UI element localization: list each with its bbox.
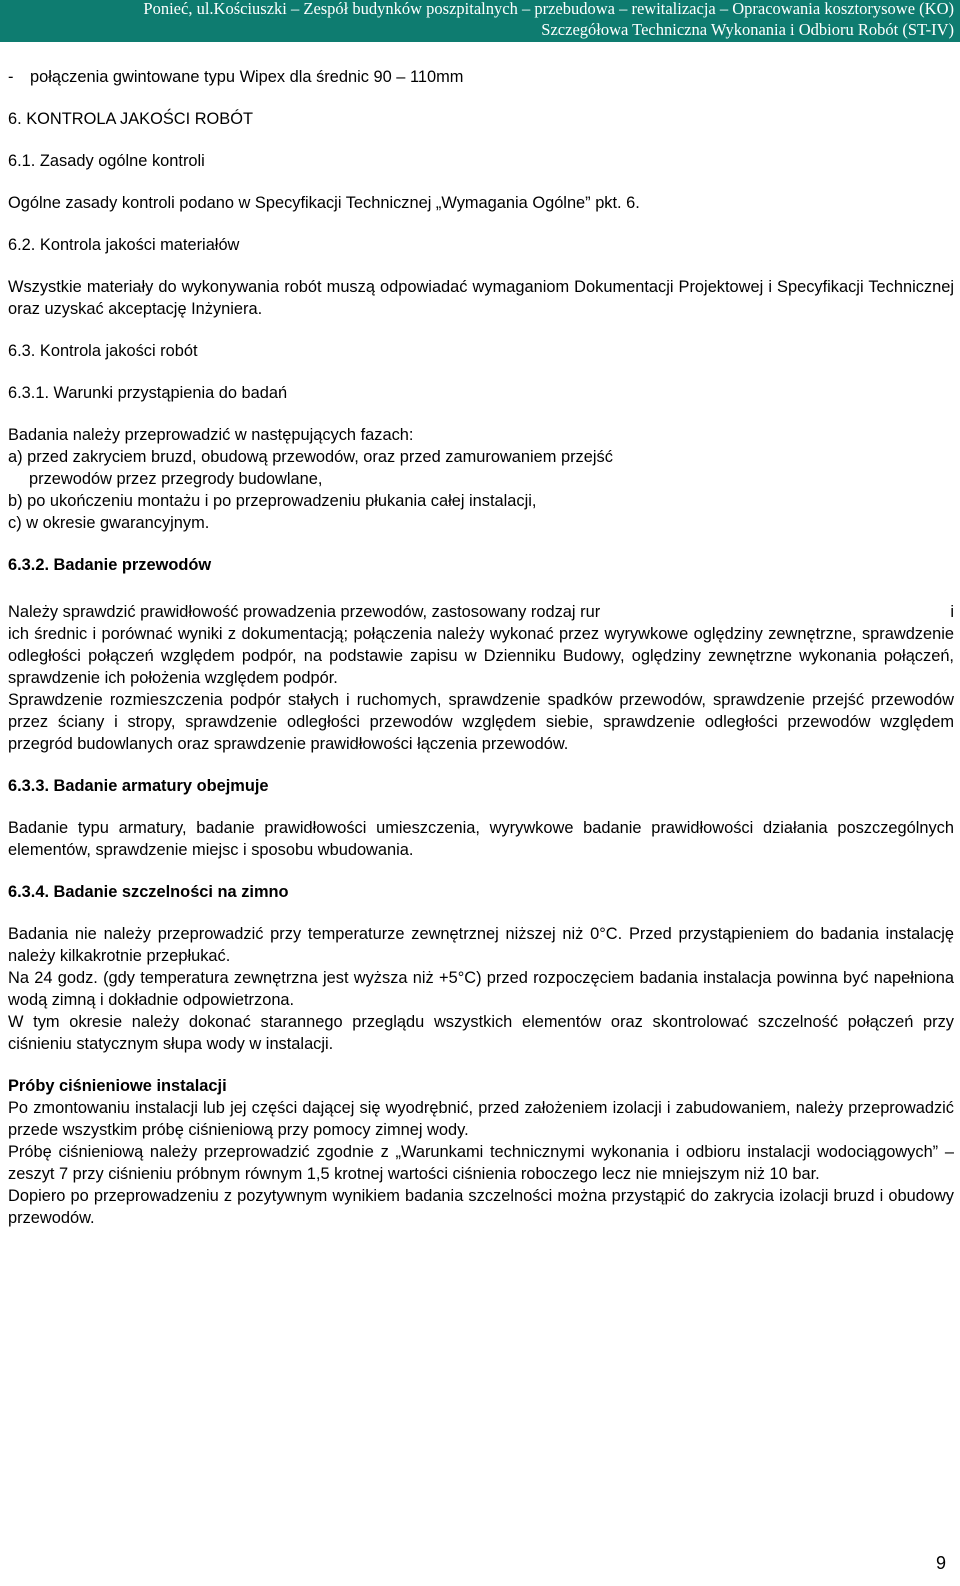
section-6-1-text: Ogólne zasady kontroli podano w Specyfikacji Technicznej „Wymagania Ogólne” pkt. 6.	[8, 194, 640, 212]
section-6-3-4-para-1: Badania nie należy przeprowadzić przy temperaturze zewnętrznej niższej niż 0°C. Przed przystąpieniem do badania instalację należy kilkakrotnie przepłukać.	[8, 925, 954, 965]
section-6-3-4-heading: 6.3.4. Badanie szczelności na zimno	[8, 883, 289, 901]
document-header	[0, 0, 960, 42]
section-6-3-4-para-2: Na 24 godz. (gdy temperatura zewnętrzna jest wyższa niż +5°C) przed rozpoczęciem badania instalacja powinna być napełniona wodą zimną i dokładnie odpowietrzona.	[8, 969, 954, 1009]
list-item-c: c) w okresie gwarancyjnym.	[8, 514, 210, 532]
section-6-3-3-heading: 6.3.3. Badanie armatury obejmuje	[8, 777, 269, 795]
section-6-1-heading: 6.1. Zasady ogólne kontroli	[8, 152, 205, 170]
section-6-3-2-para-1: ich średnic i porównać wyniki z dokumentacją; połączenia należy wykonać przez wyrywkowe oględziny zewnętrzne, sprawdzenie odległości połączeń względem podpór, na podstawie zapisu w Dzienniku Budowy, oględziny zewnętrzne wykonania połączeń, sprawdzenie ich położenia względem podpór.	[8, 625, 954, 687]
section-6-3-1-heading: 6.3.1. Warunki przystąpienia do badań	[8, 384, 288, 402]
pressure-tests-para-1: Po zmontowaniu instalacji lub jej części dającej się wyodrębnić, przed założeniem izolacji i zabudowaniem, należy przeprowadzić przede wszystkim próbę ciśnieniową przy pomocy zimnej wody.	[8, 1099, 954, 1139]
first-line-right: i	[950, 603, 954, 621]
section-6-3-2-heading: 6.3.2. Badanie przewodów	[8, 556, 212, 574]
section-6-3-4-para-3: W tym okresie należy dokonać starannego przeglądu wszystkich elementów oraz skontrolować szczelność połączeń przy ciśnieniu statycznym słupa wody w instalacji.	[8, 1013, 954, 1053]
section-6-3-1-intro: Badania należy przeprowadzić w następujących fazach:	[8, 426, 414, 444]
pressure-tests-para-2: Próbę ciśnieniową należy przeprowadzić zgodnie z „Warunkami technicznymi wykonania i odbioru instalacji wodociągowych” – zeszyt 7 przy ciśnieniu próbnym równym 1,5 krotnej wartości ciśnienia roboczego lecz nie mniejszym niż 10 bar.	[8, 1143, 954, 1183]
header-spec-line: Szczegółowa Techniczna Wykonania i Odbioru Robót (ST-IV)	[541, 20, 954, 39]
section-6-3-heading: 6.3. Kontrola jakości robót	[8, 342, 198, 360]
pressure-tests-heading: Próby ciśnieniowe instalacji	[8, 1077, 227, 1095]
section-6-3-2-first-line	[8, 601, 954, 623]
pressure-tests-para-3: Dopiero po przeprowadzeniu z pozytywnym wynikiem badania szczelności można przystąpić do zakrycia izolacji bruzd i obudowy przewodów.	[8, 1187, 954, 1227]
section-6-2-heading: 6.2. Kontrola jakości materiałów	[8, 236, 240, 254]
section-6-heading: 6. KONTROLA JAKOŚCI ROBÓT	[8, 110, 254, 128]
list-item-b: b) po ukończeniu montażu i po przeprowadzeniu płukania całej instalacji,	[8, 492, 537, 510]
list-item-a-continuation: przewodów przez przegrody budowlane,	[29, 470, 323, 488]
section-6-2-text: Wszystkie materiały do wykonywania robót muszą odpowiadać wymaganiom Dokumentacji Projektowej i Specyfikacji Technicznej oraz uzyskać akceptację Inżyniera.	[8, 278, 954, 318]
header-project-line: Ponieć, ul.Kościuszki – Zespół budynków poszpitalnych – przebudowa – rewitalizacja – Opracowania kosztorysowe (KO)	[143, 0, 954, 18]
page-number: 9	[935, 1553, 946, 1573]
list-item-a: a) przed zakryciem bruzd, obudową przewodów, oraz przed zamurowaniem przejść	[8, 448, 613, 466]
section-6-3-3-text: Badanie typu armatury, badanie prawidłowości umieszczenia, wyrywkowe badanie prawidłowości działania poszczególnych elementów, sprawdzenie miejsc i sposobu wbudowania.	[8, 819, 954, 859]
section-6-3-2-para-2: Sprawdzenie rozmieszczenia podpór stałych i ruchomych, sprawdzenie spadków przewodów, sprawdzenie przejść przewodów przez ściany i stropy, sprawdzenie odległości przewodów względem siebie, sprawdzenie odległości przewodów względem przegród budowlanych oraz sprawdzenie prawidłowości łączenia przewodów.	[8, 691, 954, 753]
first-line-left: Należy sprawdzić prawidłowość prowadzenia przewodów, zastosowany rodzaj rur	[8, 603, 601, 621]
bullet-dash: -	[8, 68, 14, 86]
intro-bullet	[8, 66, 954, 88]
document-body	[8, 66, 954, 1229]
intro-bullet-text: połączenia gwintowane typu Wipex dla średnic 90 – 110mm	[30, 68, 464, 86]
